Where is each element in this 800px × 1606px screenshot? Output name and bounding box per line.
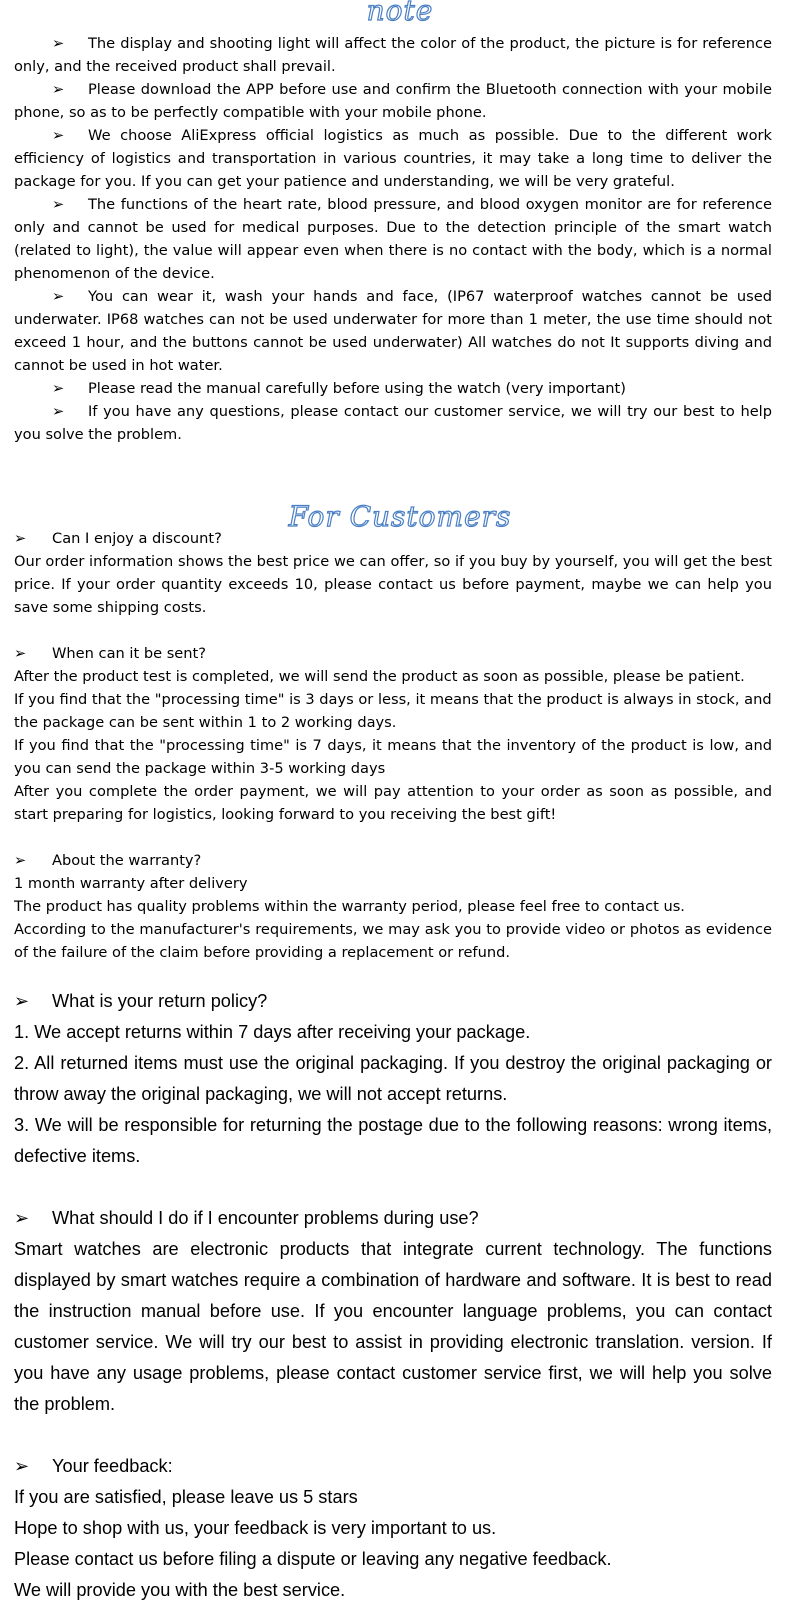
faq-question-warranty: ➢ About the warranty? [14, 849, 772, 872]
note-item: ➢ The display and shooting light will affect the color of the product, the picture is for reference only, and the received product shall prevail. [14, 32, 772, 78]
faq-answer: 1 month warranty after delivery [14, 875, 248, 892]
note-heading: note [366, 0, 434, 27]
faq-answer: If you find that the "processing time" is 7 days, it means that the inventory of the product is low, and you can send the package within 3-5 working days [14, 737, 772, 777]
faq-question-discount: ➢ Can I enjoy a discount? [14, 527, 772, 550]
arrow-bullet-icon: ➢ [52, 127, 65, 144]
arrow-bullet-icon: ➢ [14, 852, 27, 869]
note-section [14, 32, 772, 446]
arrow-bullet-icon: ➢ [14, 645, 27, 662]
faq-answer: According to the manufacturer's requirements, we may ask you to provide video or photos as evidence of the failure of the claim before providing a replacement or refund. [14, 921, 772, 961]
arrow-bullet-icon: ➢ [14, 1456, 30, 1476]
faq-answer: Smart watches are electronic products that integrate current technology. The functions displayed by smart watches require a combination of hardware and software. It is best to read the instruction manual before use. If you encounter language problems, you can contact customer service. We will try our best to assist in providing electronic translation. version. If you have any usage problems, please contact customer service first, we will help you solve the problem. [14, 1239, 772, 1414]
note-item: ➢ Please read the manual carefully before using the watch (very important) [14, 377, 772, 400]
faq-answer: After you complete the order payment, we will pay attention to your order as soon as possible, and start preparing for logistics, looking forward to you receiving the best gift! [14, 783, 772, 823]
faq-answer: After the product test is completed, we will send the product as soon as possible, please be patient. [14, 668, 745, 685]
arrow-bullet-icon: ➢ [52, 196, 65, 213]
faq-answer: 1. We accept returns within 7 days after receiving your package. [14, 1022, 531, 1042]
spacer [14, 826, 772, 849]
faq-answer: Please contact us before filing a dispute or leaving any negative feedback. [14, 1549, 612, 1569]
faq-answer: 3. We will be responsible for returning the postage due to the following reasons: wrong items, defective items. [14, 1115, 772, 1166]
note-item: ➢ If you have any questions, please contact our customer service, we will try our best to help you solve the problem. [14, 400, 772, 446]
note-item: ➢ The functions of the heart rate, blood pressure, and blood oxygen monitor are for reference only and cannot be used for medical purposes. Due to the detection principle of the smart watch (related to light), the value will appear even when there is no contact with the body, which is a normal phenomenon of the device. [14, 193, 772, 285]
faq-section-bottom [14, 986, 772, 1606]
faq-answer: Our order information shows the best price we can offer, so if you buy by yourself, you will get the best price. If your order quantity exceeds 10, please contact us before payment, maybe we can help you save some shipping costs. [14, 553, 772, 616]
arrow-bullet-icon: ➢ [14, 991, 30, 1011]
faq-question-feedback: ➢ Your feedback: [14, 1451, 772, 1482]
faq-section-top [14, 527, 772, 964]
arrow-bullet-icon: ➢ [52, 288, 65, 305]
customers-heading: For Customers [288, 500, 512, 533]
arrow-bullet-icon: ➢ [52, 81, 65, 98]
arrow-bullet-icon: ➢ [52, 403, 65, 420]
faq-question-returns: ➢ What is your return policy? [14, 986, 772, 1017]
arrow-bullet-icon: ➢ [14, 1208, 30, 1228]
spacer [14, 1172, 772, 1203]
arrow-bullet-icon: ➢ [52, 380, 65, 397]
faq-question-problems: ➢ What should I do if I encounter problems during use? [14, 1203, 772, 1234]
faq-answer: We will provide you with the best service. [14, 1580, 346, 1600]
faq-answer: Hope to shop with us, your feedback is very important to us. [14, 1518, 497, 1538]
faq-answer: 2. All returned items must use the original packaging. If you destroy the original packaging or throw away the original packaging, we will not accept returns. [14, 1053, 772, 1104]
faq-answer: If you find that the "processing time" is 3 days or less, it means that the product is always in stock, and the package can be sent within 1 to 2 working days. [14, 691, 772, 731]
faq-answer: The product has quality problems within the warranty period, please feel free to contact us. [14, 898, 685, 915]
note-item: ➢ Please download the APP before use and confirm the Bluetooth connection with your mobile phone, so as to be perfectly compatible with your mobile phone. [14, 78, 772, 124]
spacer [14, 619, 772, 642]
spacer [14, 1420, 772, 1451]
faq-answer: If you are satisfied, please leave us 5 stars [14, 1487, 358, 1507]
arrow-bullet-icon: ➢ [52, 35, 65, 52]
faq-question-shipping: ➢ When can it be sent? [14, 642, 772, 665]
arrow-bullet-icon: ➢ [14, 530, 27, 547]
note-item: ➢ We choose AliExpress official logistics as much as possible. Due to the different work efficiency of logistics and transportation in various countries, it may take a long time to deliver the package for you. If you can get your patience and understanding, we will be very grateful. [14, 124, 772, 193]
note-item: ➢ You can wear it, wash your hands and face, (IP67 waterproof watches cannot be used underwater. IP68 watches can not be used underwater for more than 1 meter, the use time should not exceed 1 hour, and the buttons cannot be used underwater) All watches do not It supports diving and cannot be used in hot water. [14, 285, 772, 377]
